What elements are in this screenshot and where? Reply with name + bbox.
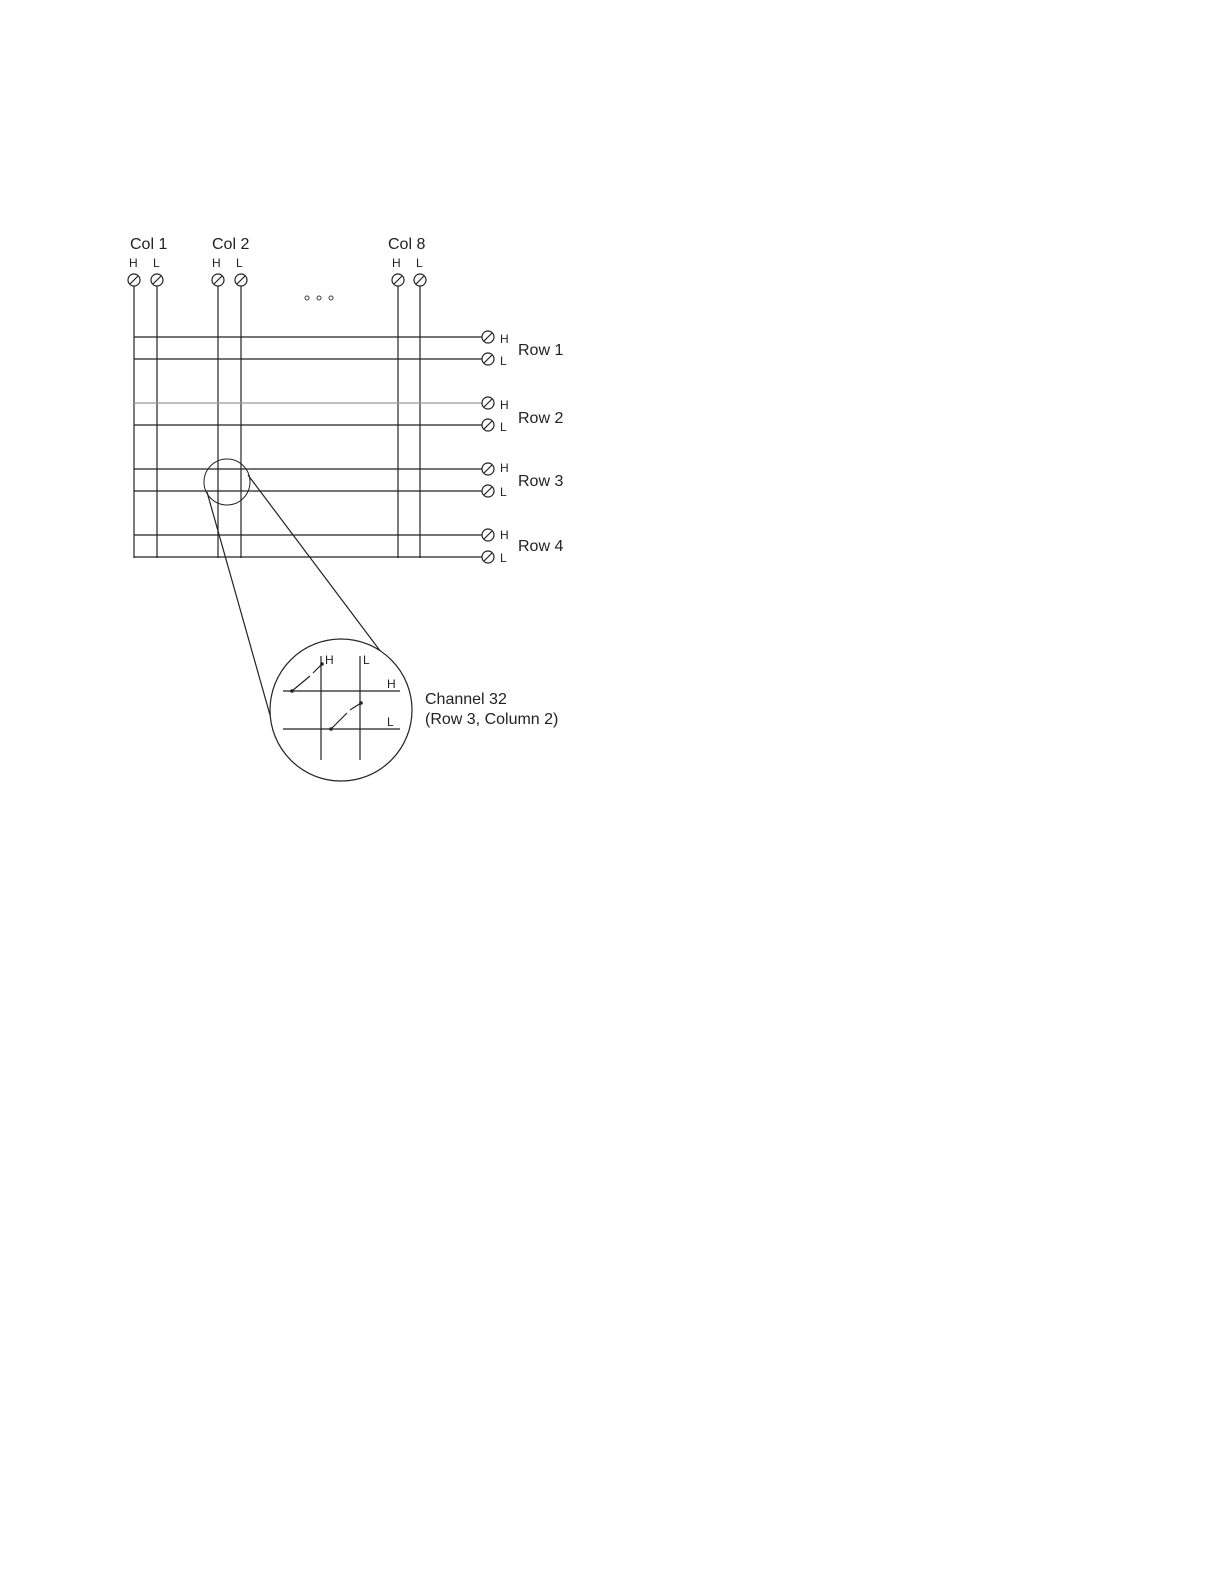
terminal-icon [482, 353, 494, 365]
col-1-l-label: L [153, 256, 160, 270]
col-2-label: Col 2 [212, 236, 250, 253]
row-1-h-label: H [500, 332, 509, 346]
row-2-h-label: H [500, 398, 509, 412]
row-4-label: Row 4 [518, 538, 564, 555]
row-terminals [482, 331, 494, 563]
col-8-l-label: L [416, 256, 423, 270]
terminal-icon [482, 463, 494, 475]
col-1-h-label: H [129, 256, 138, 270]
row-3-label: Row 3 [518, 473, 564, 490]
detail-view [270, 639, 412, 781]
terminal-icon [482, 397, 494, 409]
row-2-label: Row 2 [518, 410, 564, 427]
row-1-label: Row 1 [518, 342, 564, 359]
row-4-l-label: L [500, 551, 507, 565]
detail-col-h-label: H [325, 653, 334, 667]
channel-caption-line2: (Row 3, Column 2) [425, 711, 559, 728]
row-wires [134, 337, 482, 557]
channel-caption-line1: Channel 32 [425, 691, 507, 708]
row-1-l-label: L [500, 354, 507, 368]
terminal-icon [482, 419, 494, 431]
row-4-h-label: H [500, 528, 509, 542]
col-2-h-label: H [212, 256, 221, 270]
terminal-icon [235, 274, 247, 286]
terminal-icon [482, 551, 494, 563]
detail-row-l-label: L [387, 715, 394, 729]
ellipsis-dots [305, 296, 333, 300]
row-3-l-label: L [500, 485, 507, 499]
terminal-icon [212, 274, 224, 286]
col-2-l-label: L [236, 256, 243, 270]
terminal-icon [482, 485, 494, 497]
col-1-label: Col 1 [130, 236, 168, 253]
row-2-l-label: L [500, 420, 507, 434]
column-wires [134, 286, 420, 558]
col-8-label: Col 8 [388, 236, 426, 253]
terminal-icon [482, 331, 494, 343]
detail-row-h-label: H [387, 677, 396, 691]
terminal-icon [414, 274, 426, 286]
detail-col-l-label: L [363, 653, 370, 667]
terminal-icon [151, 274, 163, 286]
magnify-source-circle [204, 459, 250, 505]
column-terminals [128, 274, 426, 286]
terminal-icon [482, 529, 494, 541]
row-3-h-label: H [500, 461, 509, 475]
col-8-h-label: H [392, 256, 401, 270]
terminal-icon [392, 274, 404, 286]
terminal-icon [128, 274, 140, 286]
